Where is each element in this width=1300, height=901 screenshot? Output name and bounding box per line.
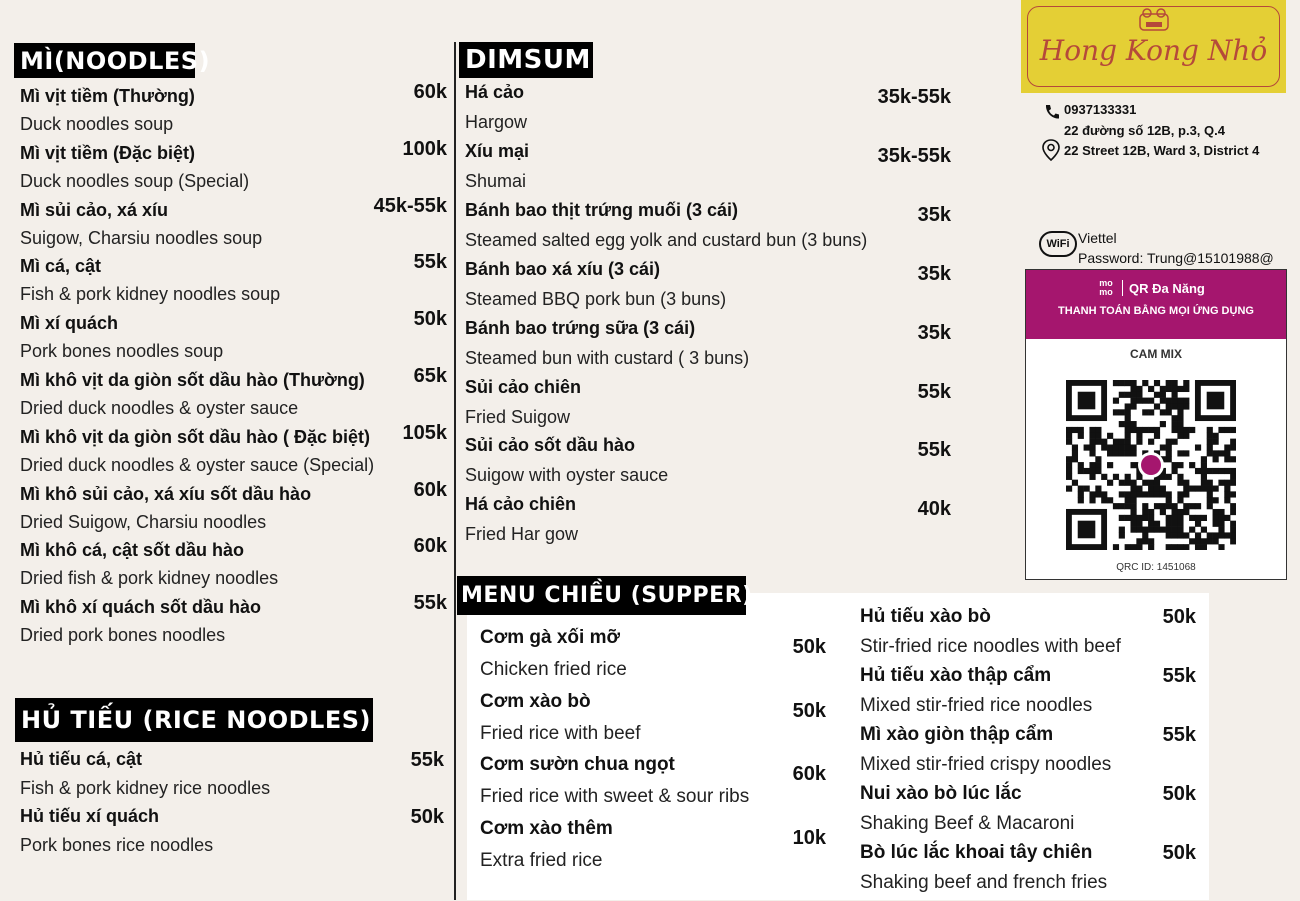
menu-item (20, 749, 444, 806)
menu-item-description: Shaking beef and french fries (860, 872, 1108, 893)
menu-item-name: Hủ tiếu xào bò (860, 606, 991, 627)
menu-item-description: Duck noodles soup (20, 114, 174, 134)
menu-item-price: 55k (413, 251, 447, 274)
menu-item-price: 50k (792, 636, 826, 658)
menu-item (465, 82, 951, 141)
payment-qr-card (1025, 269, 1287, 580)
menu-item-price: 35k (917, 321, 951, 344)
menu-item-price: 60k (413, 81, 447, 103)
logo-text: Hong Kong Nhỏ (1039, 34, 1268, 67)
menu-item-price: 55k (917, 380, 951, 403)
menu-item-description: Dried duck noodles & oyster sauce (20, 398, 299, 418)
menu-item-description: Mixed stir-fried crispy noodles (860, 754, 1112, 775)
momo-center-icon (1141, 455, 1161, 475)
menu-item (480, 691, 826, 755)
menu-item-description: Steamed BBQ pork bun (3 buns) (465, 288, 727, 309)
menu-item-price: 55k (410, 749, 444, 771)
menu-item (465, 377, 951, 436)
menu-item-description: Hargow (465, 112, 528, 132)
menu-item (20, 81, 447, 143)
wifi-network: Viettel (1078, 230, 1117, 246)
address-vietnamese: 22 đường số 12B, p.3, Q.4 (1064, 123, 1225, 138)
menu-item-price: 55k (413, 592, 447, 615)
menu-item-name: Cơm xào bò (480, 690, 591, 712)
dimsum-title: DIMSUM (459, 42, 593, 78)
menu-item-price: 35k (917, 262, 951, 285)
menu-item (20, 592, 447, 654)
menu-item-name: Hủ tiếu cá, cật (20, 749, 143, 769)
menu-item (860, 783, 1196, 842)
menu-item (20, 535, 447, 597)
payment-subtitle: THANH TOÁN BẰNG MỌI ỨNG DỤNG (1058, 305, 1254, 317)
menu-item-price: 40k (917, 498, 951, 521)
menu-item-description: Fried Har gow (465, 524, 579, 545)
menu-item-name: Nui xào bò lúc lắc (860, 783, 1022, 804)
location-pin-icon (1041, 138, 1061, 162)
menu-item-price: 65k (413, 365, 447, 387)
payment-divider (1122, 280, 1123, 296)
menu-item-name: Mì sủi cảo, xá xíu (20, 199, 169, 220)
menu-item (480, 754, 826, 818)
menu-item-name: Bánh bao thịt trứng muối (3 cái) (465, 199, 739, 220)
menu-item-price: 50k (413, 308, 447, 331)
payment-header (1026, 270, 1286, 339)
brand-logo (1021, 0, 1286, 93)
momo-logo-icon: mo mo (1099, 278, 1113, 297)
menu-item-name: Há cảo (465, 82, 525, 102)
menu-item-description: Dried fish & pork kidney noodles (20, 568, 279, 589)
menu-item-price: 35k-55k (877, 144, 951, 167)
menu-item-price: 50k (1162, 783, 1196, 805)
menu-item (20, 308, 447, 370)
menu-item-description: Fried rice with beef (480, 722, 641, 744)
qr-code[interactable] (1066, 380, 1236, 550)
rice-noodles-title: HỦ TIẾU (RICE NOODLES) (15, 698, 373, 742)
menu-item-price: 60k (792, 763, 826, 785)
menu-item-name: Sủi cảo chiên (465, 376, 582, 397)
menu-item-price: 60k (413, 535, 447, 558)
menu-item-description: Steamed salted egg yolk and custard bun (3 buns) (465, 229, 868, 250)
noodles-title: MÌ(NOODLES) (14, 43, 195, 78)
menu-item (480, 627, 826, 691)
payment-title: QR Đa Năng (1129, 280, 1205, 296)
menu-item-name: Cơm sườn chua ngọt (480, 754, 675, 775)
menu-item-price: 45k-55k (373, 194, 447, 217)
menu-item-price: 100k (402, 137, 447, 160)
menu-item-price: 50k (1162, 606, 1196, 628)
menu-item-name: Mì khô xí quách sốt dầu hào (20, 597, 262, 618)
menu-item (20, 137, 447, 200)
menu-item-price: 10k (792, 826, 826, 849)
merchant-name: CAM MIX (1130, 347, 1182, 361)
menu-item-name: Mì vịt tiềm (Đặc biệt) (20, 142, 196, 163)
menu-item-name: Há cảo chiên (465, 494, 577, 515)
menu-item-price: 55k (1162, 665, 1196, 687)
menu-item-name: Cơm gà xối mỡ (480, 627, 620, 648)
menu-item (20, 421, 447, 484)
menu-item (20, 478, 447, 541)
menu-item-description: Fish & pork kidney rice noodles (20, 778, 271, 798)
menu-item-description: Stir-fried rice noodles with beef (860, 636, 1121, 657)
menu-item-name: Hủ tiếu xào thập cẩm (860, 665, 1052, 686)
menu-item-name: Bánh bao trứng sữa (3 cái) (465, 317, 696, 338)
menu-item-description: Suigow, Charsiu noodles soup (20, 227, 263, 248)
menu-item-description: Extra fried rice (480, 849, 603, 871)
menu-item-description: Chicken fried rice (480, 659, 627, 680)
menu-item-name: Xíu mại (465, 140, 530, 161)
wifi-icon-label: WiFi (1046, 238, 1070, 250)
phone-icon (1043, 103, 1061, 121)
menu-item (480, 818, 826, 882)
menu-item-name: Hủ tiếu xí quách (20, 806, 160, 826)
menu-item-price: 35k (917, 203, 951, 226)
menu-item (860, 724, 1196, 783)
menu-item (20, 251, 447, 313)
menu-item-price: 55k (917, 439, 951, 462)
menu-item (465, 141, 951, 200)
menu-item-price: 50k (1162, 842, 1196, 864)
menu-item-price: 55k (1162, 724, 1196, 746)
menu-item-name: Mì khô cá, cật sốt dầu hào (20, 540, 245, 561)
menu-item-name: Sủi cảo sốt dầu hào (465, 435, 636, 456)
menu-item-name: Mì khô vịt da giòn sốt dầu hào ( Đặc biệt) (20, 426, 371, 447)
menu-item-description: Fish & pork kidney noodles soup (20, 284, 281, 305)
menu-item-description: Fried rice with sweet & sour ribs (480, 786, 750, 807)
menu-item (20, 365, 447, 427)
menu-item (465, 200, 951, 259)
wifi-icon (1039, 231, 1077, 257)
menu-item-name: Mì khô vịt da giòn sốt dầu hào (Thường) (20, 370, 365, 390)
address-english: 22 Street 12B, Ward 3, District 4 (1064, 143, 1260, 158)
menu-item-description: Shaking Beef & Macaroni (860, 813, 1075, 834)
menu-item-description: Steamed bun with custard ( 3 buns) (465, 347, 750, 368)
qr-id: QRC ID: 1451068 (1116, 562, 1196, 573)
menu-item-price: 50k (792, 699, 826, 722)
menu-item (20, 194, 447, 257)
menu-item-name: Mì xào giòn thập cẩm (860, 724, 1054, 745)
menu-item (860, 665, 1196, 724)
menu-item-description: Mixed stir-fried rice noodles (860, 695, 1093, 716)
menu-item-description: Duck noodles soup (Special) (20, 170, 250, 191)
menu-item (860, 842, 1196, 901)
menu-item-name: Mì xí quách (20, 313, 119, 334)
menu-item-name: Bò lúc lắc khoai tây chiên (860, 842, 1093, 863)
menu-item-description: Dried duck noodles & oyster sauce (Special) (20, 454, 375, 475)
menu-item-price: 105k (402, 421, 447, 444)
menu-item (860, 606, 1196, 665)
menu-item-price: 35k-55k (877, 86, 951, 108)
menu-item-name: Bánh bao xá xíu (3 cái) (465, 258, 661, 279)
menu-item (465, 435, 951, 494)
menu-item-description: Pork bones noodles soup (20, 341, 224, 362)
menu-item-description: Fried Suigow (465, 406, 571, 427)
dragon-emblem-icon (1135, 6, 1173, 36)
menu-item (465, 259, 951, 318)
menu-item-description: Dried Suigow, Charsiu noodles (20, 511, 267, 532)
menu-item-name: Mì khô sủi cảo, xá xíu sốt dầu hào (20, 483, 312, 504)
menu-item-description: Shumai (465, 170, 527, 191)
column-divider (454, 42, 456, 900)
menu-item-price: 60k (413, 478, 447, 501)
menu-item (465, 494, 951, 553)
menu-item-description: Dried pork bones noodles (20, 625, 226, 646)
wifi-password: Password: Trung@15101988@ (1078, 250, 1274, 266)
menu-item-name: Mì cá, cật (20, 256, 102, 277)
menu-item-description: Suigow with oyster sauce (465, 465, 669, 486)
supper-title: MENU CHIỀU (SUPPER) (457, 576, 746, 615)
phone-number: 0937133331 (1064, 102, 1137, 117)
menu-item-name: Mì vịt tiềm (Thường) (20, 86, 195, 106)
menu-item (465, 318, 951, 377)
menu-item (20, 806, 444, 863)
menu-item-price: 50k (410, 806, 444, 828)
menu-item-name: Cơm xào thêm (480, 817, 613, 839)
menu-item-description: Pork bones rice noodles (20, 835, 214, 855)
